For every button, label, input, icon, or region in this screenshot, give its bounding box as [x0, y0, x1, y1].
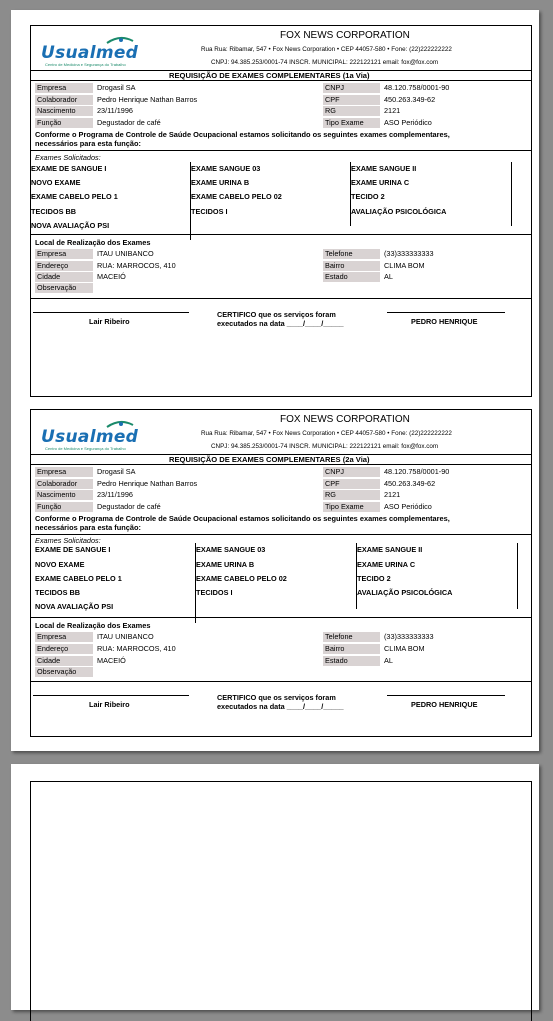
intro-text: necessários para esta função: — [35, 523, 141, 532]
bairro-label: Bairro — [323, 261, 380, 271]
exam-item: TECIDO 2 — [357, 574, 391, 583]
empresa-label: Empresa — [35, 83, 93, 93]
exam-item: EXAME DE SANGUE I — [31, 164, 107, 173]
tipo-exame-value: ASO Periódico — [384, 118, 432, 127]
telefone-label: Telefone — [323, 632, 380, 642]
location-empresa-label: Empresa — [35, 632, 93, 642]
funcao-value: Degustador de café — [97, 118, 161, 127]
requisition-title: REQUISIÇÃO DE EXAMES COMPLEMENTARES (1a Via) — [169, 71, 370, 80]
exams-title: Exames Solicitados: — [35, 536, 101, 545]
exam-item: EXAME SANGUE 03 — [196, 545, 266, 554]
exam-item: NOVO EXAME — [35, 560, 85, 569]
funcao-label: Função — [35, 118, 93, 128]
exam-item: EXAME SANGUE II — [351, 164, 417, 173]
bairro-value: CLIMA BOM — [384, 261, 425, 270]
colaborador-value: Pedro Henrique Nathan Barros — [97, 479, 198, 488]
divider — [31, 234, 531, 235]
cpf-value: 450.263.349-62 — [384, 479, 436, 488]
location-empresa-value: ITAU UNIBANCO — [97, 249, 154, 258]
bairro-label: Bairro — [323, 644, 380, 654]
column-divider — [195, 543, 196, 623]
nascimento-label: Nascimento — [35, 106, 93, 116]
exam-item: TECIDO 2 — [351, 192, 385, 201]
tipo-exame-label: Tipo Exame — [323, 502, 380, 512]
logo-tagline: Centro de Medicina e Segurança do Trabalho — [45, 446, 126, 451]
certify-date: executados na data ____/____/_____ — [217, 702, 344, 711]
empty-frame — [30, 781, 532, 1021]
tipo-exame-label: Tipo Exame — [323, 118, 380, 128]
empresa-label: Empresa — [35, 467, 93, 477]
exam-item: TECIDOS BB — [35, 588, 80, 597]
estado-value: AL — [384, 656, 393, 665]
empresa-value: Drogasil SA — [97, 83, 136, 92]
signature-left: Lair Ribeiro — [89, 700, 130, 709]
cnpj-value: 48.120.758/0001-90 — [384, 467, 450, 476]
exam-item: EXAME URINA C — [351, 178, 410, 187]
logo-name: Usualmed — [41, 427, 139, 447]
location-title: Local de Realização dos Exames — [35, 621, 151, 630]
endereco-value: RUA: MARROCOS, 410 — [97, 261, 176, 270]
logo-name: Usualmed — [41, 43, 139, 63]
certify-text: CERTIFICO que os serviços foram — [217, 310, 336, 319]
exam-item: TECIDOS I — [191, 207, 228, 216]
company-name: FOX NEWS CORPORATION — [280, 414, 410, 425]
exam-item: EXAME CABELO PELO 02 — [191, 192, 282, 201]
exam-item: EXAME DE SANGUE I — [35, 545, 111, 554]
tipo-exame-value: ASO Periódico — [384, 502, 432, 511]
cnpj-value: 48.120.758/0001-90 — [384, 83, 450, 92]
document-page-1 — [11, 10, 539, 751]
cidade-label: Cidade — [35, 656, 93, 666]
cnpj-label: CNPJ — [323, 467, 380, 477]
intro-text: necessários para esta função: — [35, 139, 141, 148]
exam-item: EXAME SANGUE 03 — [191, 164, 261, 173]
exam-item: EXAME SANGUE II — [357, 545, 423, 554]
divider — [31, 298, 531, 299]
certify-date: executados na data ____/____/_____ — [217, 319, 344, 328]
logo-tagline: Centro de Medicina e Segurança do Trabalho — [45, 62, 126, 67]
cpf-label: CPF — [323, 95, 380, 105]
empresa-value: Drogasil SA — [97, 467, 136, 476]
company-logo — [41, 420, 171, 454]
telefone-value: (33)333333333 — [384, 249, 434, 258]
certify-text: CERTIFICO que os serviços foram — [217, 693, 336, 702]
exams-title: Exames Solicitados: — [35, 153, 101, 162]
location-empresa-label: Empresa — [35, 249, 93, 259]
exam-item: NOVO EXAME — [31, 178, 81, 187]
company-name: FOX NEWS CORPORATION — [280, 30, 410, 41]
column-divider — [511, 162, 512, 226]
divider — [31, 80, 531, 81]
exam-item: AVALIAÇÃO PSICOLÓGICA — [351, 207, 447, 216]
rg-value: 2121 — [384, 106, 401, 115]
endereco-label: Endereço — [35, 644, 93, 654]
nascimento-value: 23/11/1996 — [97, 490, 133, 499]
rg-label: RG — [323, 490, 380, 500]
location-empresa-value: ITAU UNIBANCO — [97, 632, 154, 641]
nascimento-value: 23/11/1996 — [97, 106, 133, 115]
signature-right: PEDRO HENRIQUE — [411, 700, 478, 709]
requisition-copy-2 — [30, 409, 532, 737]
endereco-value: RUA: MARROCOS, 410 — [97, 644, 176, 653]
exam-item: EXAME URINA C — [357, 560, 416, 569]
funcao-label: Função — [35, 502, 93, 512]
divider — [31, 150, 531, 151]
endereco-label: Endereço — [35, 261, 93, 271]
exam-item: EXAME CABELO PELO 1 — [31, 192, 118, 201]
document-page-2 — [11, 764, 539, 1010]
funcao-value: Degustador de café — [97, 502, 161, 511]
signature-line — [33, 312, 189, 313]
exam-item: EXAME CABELO PELO 02 — [196, 574, 287, 583]
exam-item: EXAME CABELO PELO 1 — [35, 574, 122, 583]
divider — [31, 617, 531, 618]
colaborador-label: Colaborador — [35, 95, 93, 105]
column-divider — [517, 543, 518, 609]
signature-line — [33, 695, 189, 696]
telefone-label: Telefone — [323, 249, 380, 259]
cidade-label: Cidade — [35, 272, 93, 282]
estado-label: Estado — [323, 272, 380, 282]
company-cnpj: CNPJ: 94.385.253/0001-74 INSCR. MUNICIPAL: 222122121 email: fox@fox.com — [211, 443, 439, 450]
rg-label: RG — [323, 106, 380, 116]
company-cnpj: CNPJ: 94.385.253/0001-74 INSCR. MUNICIPAL: 222122121 email: fox@fox.com — [211, 59, 439, 66]
cidade-value: MACEIÓ — [97, 272, 126, 281]
cpf-label: CPF — [323, 479, 380, 489]
intro-text: Conforme o Programa de Controle de Saúde Ocupacional estamos solicitando os seguintes exames complementares, — [35, 514, 450, 523]
estado-label: Estado — [323, 656, 380, 666]
signature-left: Lair Ribeiro — [89, 317, 130, 326]
company-logo — [41, 36, 171, 70]
nascimento-label: Nascimento — [35, 490, 93, 500]
exam-item: AVALIAÇÃO PSICOLÓGICA — [357, 588, 453, 597]
telefone-value: (33)333333333 — [384, 632, 434, 641]
colaborador-value: Pedro Henrique Nathan Barros — [97, 95, 198, 104]
company-address: Rua Rua: Ribamar, 547 • Fox News Corporation • CEP 44057-580 • Fone: (22)222222222 — [201, 46, 452, 53]
intro-text: Conforme o Programa de Controle de Saúde Ocupacional estamos solicitando os seguintes exames complementares, — [35, 130, 450, 139]
cnpj-label: CNPJ — [323, 83, 380, 93]
signature-line — [387, 312, 505, 313]
estado-value: AL — [384, 272, 393, 281]
rg-value: 2121 — [384, 490, 401, 499]
column-divider — [190, 162, 191, 240]
location-title: Local de Realização dos Exames — [35, 238, 151, 247]
exam-item: NOVA AVALIAÇÃO PSI — [35, 602, 114, 611]
exam-item: TECIDOS BB — [31, 207, 76, 216]
requisition-title: REQUISIÇÃO DE EXAMES COMPLEMENTARES (2a Via) — [169, 455, 370, 464]
signature-line — [387, 695, 505, 696]
requisition-copy-1 — [30, 25, 532, 397]
company-address: Rua Rua: Ribamar, 547 • Fox News Corporation • CEP 44057-580 • Fone: (22)222222222 — [201, 430, 452, 437]
exam-item: NOVA AVALIAÇÃO PSI — [31, 221, 110, 230]
signature-right: PEDRO HENRIQUE — [411, 317, 478, 326]
bairro-value: CLIMA BOM — [384, 644, 425, 653]
observacao-label: Observação — [35, 667, 93, 677]
colaborador-label: Colaborador — [35, 479, 93, 489]
observacao-label: Observação — [35, 283, 93, 293]
divider — [31, 681, 531, 682]
cpf-value: 450.263.349-62 — [384, 95, 436, 104]
exam-item: EXAME URINA B — [191, 178, 250, 187]
exam-item: TECIDOS I — [196, 588, 233, 597]
exam-item: EXAME URINA B — [196, 560, 255, 569]
cidade-value: MACEIÓ — [97, 656, 126, 665]
divider — [31, 464, 531, 465]
divider — [31, 534, 531, 535]
